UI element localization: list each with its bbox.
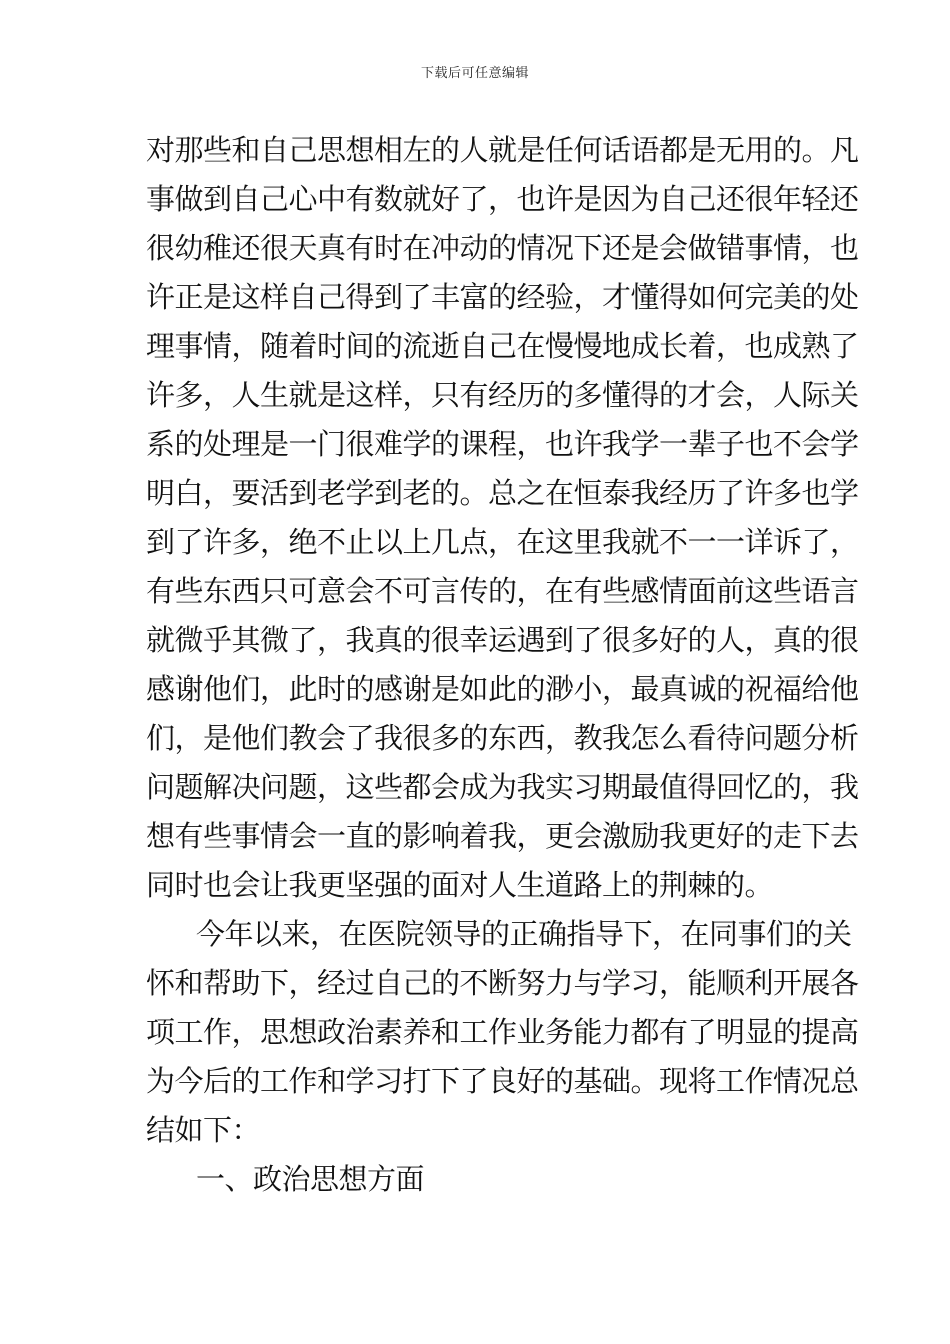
text-line: 怀和帮助下，经过自己的不断努力与学习，能顺利开展各	[146, 966, 859, 1000]
text-line: 事做到自己心中有数就好了，也许是因为自己还很年轻还	[146, 182, 859, 216]
text-line: 系的处理是一门很难学的课程，也许我学一辈子也不会学	[146, 427, 859, 461]
paragraph-1	[146, 126, 859, 910]
text-line: 同时也会让我更坚强的面对人生道路上的荆棘的。	[146, 868, 774, 902]
text-line: 很幼稚还很天真有时在冲动的情况下还是会做错事情，也	[146, 231, 859, 265]
text-line: 许多，人生就是这样，只有经历的多懂得的才会，人际关	[146, 378, 859, 412]
text-line: 项工作，思想政治素养和工作业务能力都有了明显的提高	[146, 1015, 859, 1049]
section-heading	[146, 1155, 816, 1204]
text-line: 对那些和自己思想相左的人就是任何话语都是无用的。凡	[146, 133, 859, 167]
document-body	[146, 126, 859, 1204]
text-line: 为今后的工作和学习打下了良好的基础。现将工作情况总	[146, 1064, 859, 1098]
text-line: 今年以来，在医院领导的正确指导下，在同事们的关	[196, 917, 852, 951]
text-line: 结如下：	[146, 1113, 261, 1147]
text-line: 就微乎其微了，我真的很幸运遇到了很多好的人，真的很	[146, 623, 859, 657]
text-line: 明白，要活到老学到老的。总之在恒泰我经历了许多也学	[146, 476, 859, 510]
text-line: 感谢他们，此时的感谢是如此的渺小，最真诚的祝福给他	[146, 672, 859, 706]
paragraph-2	[146, 910, 859, 1155]
text-line: 问题解决问题，这些都会成为我实习期最值得回忆的，我	[146, 770, 859, 804]
section-heading-text: 一、政治思想方面	[196, 1162, 425, 1196]
text-line: 们，是他们教会了我很多的东西，教我怎么看待问题分析	[146, 721, 859, 755]
text-line: 理事情，随着时间的流逝自己在慢慢地成长着，也成熟了	[146, 329, 859, 363]
page-header: 下载后可任意编辑	[420, 66, 529, 81]
text-line: 想有些事情会一直的影响着我，更会激励我更好的走下去	[146, 819, 859, 853]
text-line: 到了许多，绝不止以上几点，在这里我就不一一详诉了，	[146, 525, 859, 559]
text-line: 有些东西只可意会不可言传的，在有些感情面前这些语言	[146, 574, 859, 608]
text-line: 许正是这样自己得到了丰富的经验，才懂得如何完美的处	[146, 280, 859, 314]
